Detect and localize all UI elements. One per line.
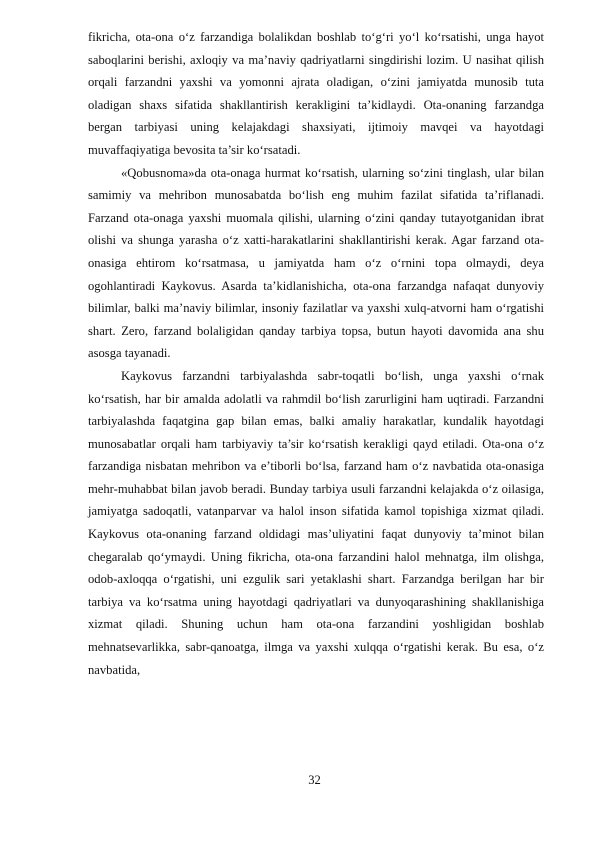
paragraph-2: «Qobusnoma»da ota-onaga hurmat ko‘rsatish, ularning so‘zini tinglash, ular bilan samimiy va mehribon munosabatda bo‘lish eng muhim fazilat sifatida ta’riflanadi. Farzand ota-onaga yaxshi muomala qilishi, ularning o‘zini qanday tutayotganidan ibrat olishi va shunga yarasha o‘z xatti-harakatlarini shakllantirishi kerak. Agar farzand ota-onasiga ehtirom ko‘rsatmasa, u jamiyatda ham o‘z o‘rnini topa olmaydi, deya ogohlantiradi Kaykovus. Asarda ta’kidlanishicha, ota-ona farzandga nafaqat dunyoviy bilimlar, balki ma’naviy bilimlar, insoniy fazilatlar va yaxshi xulq-atvorni ham o‘rgatishi shart. Zero, farzand bolaligidan qanday tarbiya topsa, butun hayoti davomida ana shu asosga tayanadi. — [88, 165, 544, 361]
document-page — [88, 26, 544, 681]
paragraph-3: Kaykovus farzandni tarbiyalashda sabr-toqatli bo‘lish, unga yaxshi o‘rnak ko‘rsatish, har bir amalda adolatli va rahmdil bo‘lish zarurligini ham uqtiradi. Farzandni tarbiyalashda faqatgina gap bilan emas, balki amaliy harakatlar, kundalik hayotdagi munosabatlar orqali ham tarbiyaviy ta’sir ko‘rsatish kerakligi qayd etiladi. Ota-ona o‘z farzandiga nisbatan mehribon va e’tiborli bo‘lsa, farzand ham o‘z navbatida ota-onasiga mehr-muhabbat bilan javob beradi. Bunday tarbiya usuli farzandni kelajakda o‘z oilasiga, jamiyatga sadoqatli, vatanparvar va halol inson sifatida kamol topishiga xizmat qiladi. Kaykovus ota-onaning farzand oldidagi mas’uliyatini faqat dunyoviy ta’minot bilan chegaralab qo‘ymaydi. Uning fikricha, ota-ona farzandini halol mehnatga, ilm olishga, odob-axloqqa o‘rgatishi, uni ezgulik sari yetaklashi shart. Farzandga berilgan har bir tarbiya va ko‘rsatma uning hayotdagi qadriyatlari va dunyoqarashining shakllanishiga xizmat qiladi. Shuning uchun ham ota-ona farzandini yoshligidan boshlab mehnatsevarlikka, sabr-qanoatga, ilmga va yaxshi xulqqa o‘rgatishi kerak. Bu esa, o‘z navbatida, — [88, 368, 544, 677]
page-number: 32 — [308, 773, 321, 787]
paragraph-1: fikricha, ota-ona o‘z farzandiga bolalikdan boshlab to‘g‘ri yo‘l ko‘rsatishi, unga hayot saboqlarini berishi, axloqiy va ma’naviy qadriyatlarni singdirishi lozim. U nasihat qilish orqali farzandni yaxshi va yomonni ajrata oladigan, o‘zini jamiyatda munosib tuta oladigan shaxs sifatida shakllantirish kerakligini ta’kidlaydi. Ota-onaning farzandga bergan tarbiyasi uning kelajakdagi shaxsiyati, ijtimoiy mavqei va hayotdagi muvaffaqiyatiga bevosita ta’sir ko‘rsatadi. — [88, 30, 544, 157]
